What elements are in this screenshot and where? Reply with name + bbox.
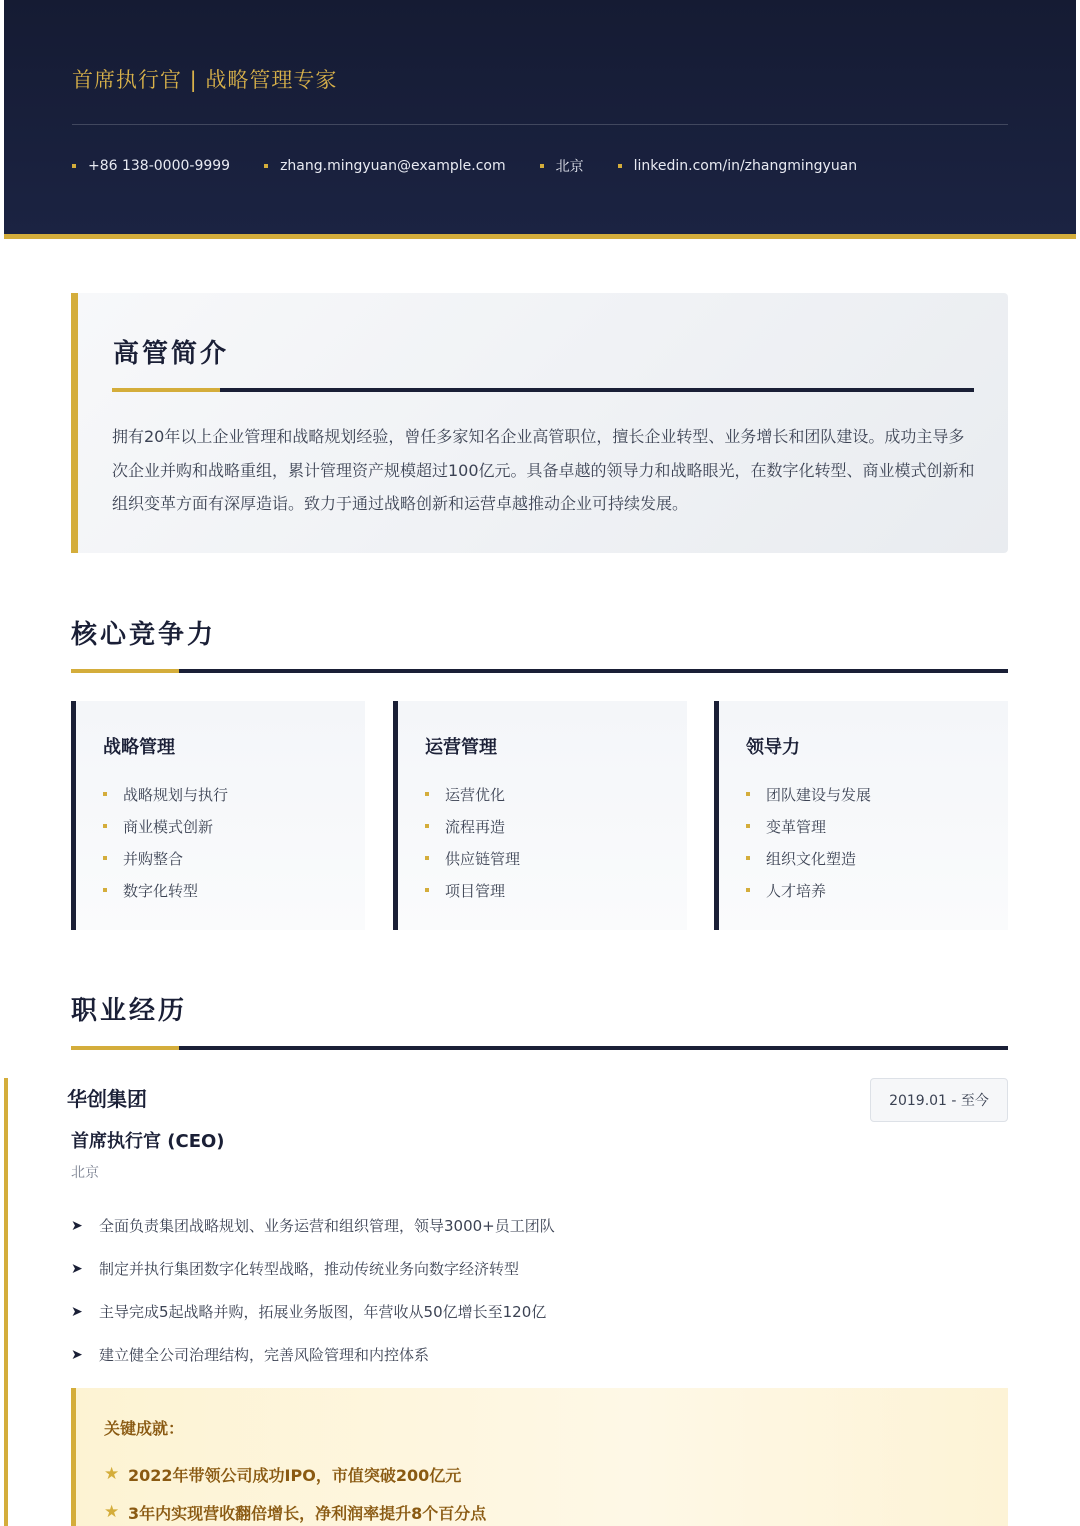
bullet-icon <box>103 888 107 892</box>
linkedin-icon <box>618 164 622 168</box>
duty-text: 建立健全公司治理结构，完善风险管理和内控体系 <box>99 1346 430 1364</box>
list-item <box>103 810 228 842</box>
competency-item: 并购整合 <box>123 849 184 868</box>
contact-location <box>540 156 584 176</box>
duty-text: 全面负责集团战略规划、业务运营和组织管理，领导3000+员工团队 <box>99 1217 555 1235</box>
arrow-right-icon: ➤ <box>71 1303 83 1320</box>
header-title: 首席执行官 | 战略管理专家 <box>72 68 338 92</box>
list-item <box>425 778 520 810</box>
email-icon <box>264 164 268 168</box>
competency-card-leadership <box>714 701 1008 930</box>
competencies-heading: 核心竞争力 <box>71 620 217 650</box>
competencies-rule-accent <box>71 669 179 673</box>
duty-text: 制定并执行集团数字化转型战略，推动传统业务向数字经济转型 <box>99 1260 520 1278</box>
list-item <box>104 1493 486 1526</box>
competencies-rule <box>71 669 1008 673</box>
summary-rule-accent <box>112 388 220 392</box>
competency-item: 团队建设与发展 <box>766 785 872 804</box>
contact-location-text: 北京 <box>555 159 584 175</box>
list-item <box>425 874 520 906</box>
bullet-icon <box>425 856 429 860</box>
date-badge: 2019.01 - 至今 <box>870 1078 1008 1122</box>
bullet-icon <box>425 824 429 828</box>
list-item <box>746 874 871 906</box>
summary-card <box>71 293 1008 553</box>
list-item <box>71 1247 555 1290</box>
achievements-box <box>71 1388 1008 1526</box>
contact-row <box>72 155 891 177</box>
contact-email[interactable] <box>264 158 506 174</box>
experience-rule-accent <box>71 1046 179 1050</box>
summary-heading: 高管简介 <box>113 339 230 369</box>
duty-text: 主导完成5起战略并购，拓展业务版图，年营收从50亿增长至120亿 <box>99 1303 547 1321</box>
list-item <box>746 842 871 874</box>
competency-item: 变革管理 <box>766 817 827 836</box>
competency-title: 运营管理 <box>425 737 497 758</box>
achievement-text: 3年内实现营收翻倍增长，净利润率提升8个百分点 <box>128 1503 487 1523</box>
bullet-icon <box>746 856 750 860</box>
summary-rule <box>112 388 974 392</box>
duty-list <box>71 1204 555 1376</box>
list-item <box>425 810 520 842</box>
job-location: 北京 <box>71 1165 99 1181</box>
header-divider <box>72 124 1008 125</box>
achievement-text: 2022年带领公司成功IPO，市值突破200亿元 <box>128 1465 462 1485</box>
arrow-right-icon: ➤ <box>71 1346 83 1363</box>
bullet-icon <box>425 888 429 892</box>
list-item <box>746 810 871 842</box>
competency-title: 战略管理 <box>103 737 175 758</box>
achievements-list <box>104 1455 486 1526</box>
competency-item: 供应链管理 <box>445 849 521 868</box>
list-item <box>103 842 228 874</box>
competency-item: 组织文化塑造 <box>766 849 857 868</box>
competency-list <box>425 778 520 906</box>
competency-card-operations <box>393 701 687 930</box>
summary-text: 拥有20年以上企业管理和战略规划经验，曾任多家知名企业高管职位，擅长企业转型、业务增长和团队建设。成功主导多次企业并购和战略重组，累计管理资产规模超过100亿元。具备卓越的领导力和战略眼光，在数字化转型、商业模式创新和组织变革方面有深厚造诣。致力于通过战略创新和运营卓越推动企业可持续发展。 <box>112 427 975 513</box>
phone-icon <box>72 164 76 168</box>
bullet-icon <box>103 824 107 828</box>
resume-header <box>4 0 1076 239</box>
competency-item: 人才培养 <box>766 881 827 900</box>
list-item <box>71 1204 555 1247</box>
competency-item: 运营优化 <box>445 785 506 804</box>
achievements-label: 关键成就： <box>104 1419 185 1438</box>
bullet-icon <box>746 824 750 828</box>
star-icon: ★ <box>104 1464 120 1484</box>
contact-phone-text: +86 138-0000-9999 <box>88 158 231 174</box>
list-item <box>103 778 228 810</box>
contact-linkedin-text[interactable]: linkedin.com/in/zhangmingyuan <box>633 158 858 174</box>
contact-linkedin[interactable] <box>618 158 858 174</box>
competency-list <box>103 778 228 906</box>
list-item <box>71 1290 555 1333</box>
list-item <box>104 1455 486 1493</box>
competency-item: 商业模式创新 <box>123 817 214 836</box>
bullet-icon <box>103 856 107 860</box>
star-icon: ★ <box>104 1502 120 1522</box>
competency-card-strategy <box>71 701 365 930</box>
job-role: 首席执行官 (CEO) <box>71 1131 225 1152</box>
arrow-right-icon: ➤ <box>71 1260 83 1277</box>
arrow-right-icon: ➤ <box>71 1217 83 1234</box>
list-item <box>103 874 228 906</box>
contact-email-text[interactable]: zhang.mingyuan@example.com <box>280 158 506 174</box>
bullet-icon <box>746 888 750 892</box>
bullet-icon <box>425 792 429 796</box>
experience-heading: 职业经历 <box>71 996 188 1026</box>
location-icon <box>540 164 544 168</box>
competency-title: 领导力 <box>746 737 800 758</box>
bullet-icon <box>103 792 107 796</box>
list-item <box>425 842 520 874</box>
list-item <box>71 1333 555 1376</box>
list-item <box>746 778 871 810</box>
competency-item: 数字化转型 <box>123 881 199 900</box>
competency-item: 流程再造 <box>445 817 506 836</box>
competency-item: 战略规划与执行 <box>123 785 229 804</box>
bullet-icon <box>746 792 750 796</box>
competency-list <box>746 778 871 906</box>
competency-item: 项目管理 <box>445 881 506 900</box>
contact-phone <box>72 158 230 174</box>
company-name: 华创集团 <box>67 1087 147 1111</box>
experience-rule <box>71 1046 1008 1050</box>
